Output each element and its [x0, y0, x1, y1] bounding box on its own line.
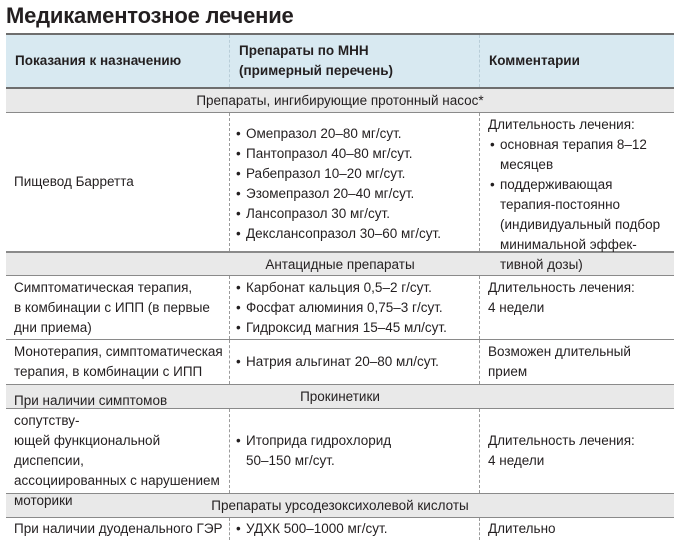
indication-line: ющей функциональной диспепсии, — [14, 433, 161, 468]
section-ppi-title: Препараты, ингибирующие протонный насос* — [6, 89, 674, 113]
drug-item: • Фосфат алюминия 0,75–3 г/сут. — [236, 299, 443, 315]
header-indications: Показания к назначению — [6, 35, 230, 87]
drug-item: • Эзомепразол 20–40 мг/сут. — [236, 186, 415, 201]
header-comments: Комментарии — [489, 53, 580, 68]
comment-bullet: • основная терапия 8–12 месяцев — [490, 137, 647, 172]
treatment-table — [6, 33, 674, 540]
indication-line: дни приема) — [14, 319, 92, 335]
indication-line: ассоциированных с нарушением — [14, 473, 220, 488]
drug-item: • Итоприда гидрохлорид 50–150 мг/сут. — [236, 433, 392, 468]
comment-line: Длительность лечения: — [488, 433, 635, 448]
indication-cell — [6, 340, 230, 384]
comment-bullet: • поддерживающая терапия-постоянно (индивидуальный подбор минимальной эффек-тивной дозы) — [490, 177, 661, 272]
indication-line: При наличии дуоденального ГЭР — [14, 521, 223, 536]
comment-intro: Длительность лечения: — [488, 117, 635, 132]
indication-line: моторики — [14, 493, 73, 508]
indication-line: Пищевод Барретта — [14, 174, 134, 189]
indication-cell — [6, 518, 230, 540]
header-drugs-line2: (примерный перечень) — [239, 63, 394, 78]
header-drugs-line1: Препараты по МНН — [239, 43, 369, 58]
drugs-cell — [230, 409, 480, 493]
section-antacids-title: Антацидные препараты — [6, 252, 674, 276]
section-prokinetics-title: Прокинетики — [6, 385, 674, 409]
comment-cell — [480, 276, 674, 339]
header-drugs — [230, 35, 480, 87]
page-title: Медикаментозное лечение — [6, 3, 294, 28]
drug-item: • Карбонат кальция 0,5–2 г/сут. — [236, 279, 432, 295]
comment-cell — [480, 409, 674, 493]
comment-line: Длительно — [488, 521, 556, 536]
drugs-cell — [230, 518, 480, 540]
table-row — [6, 276, 674, 340]
table-header — [6, 35, 674, 89]
drug-item: • Рабепразол 10–20 мг/сут. — [236, 166, 406, 181]
comment-line: Длительность лечения: — [488, 280, 635, 295]
drug-item: • Лансопразол 30 мг/сут. — [236, 206, 390, 221]
table-row — [6, 340, 674, 385]
indication-cell — [6, 276, 230, 339]
indication-cell — [6, 113, 230, 251]
drug-item: • УДХК 500–1000 мг/сут. — [236, 521, 388, 536]
drug-item: • Гидроксид магния 15–45 мл/сут. — [236, 319, 447, 335]
drug-item: • Натрия альгинат 20–80 мл/сут. — [236, 354, 439, 369]
drug-item: • Пантопразол 40–80 мг/сут. — [236, 146, 413, 161]
drug-item: • Омепразол 20–80 мг/сут. — [236, 126, 402, 141]
indication-line: терапия, в комбинации с ИПП — [14, 364, 203, 379]
drugs-cell — [230, 276, 480, 339]
indication-line: При наличии симптомов сопутству- — [14, 393, 168, 428]
comment-line: 4 недели — [488, 453, 545, 468]
comment-cell — [480, 113, 674, 272]
indication-line: в комбинации с ИПП (в первые — [14, 299, 210, 315]
comment-cell — [480, 340, 674, 384]
comment-line: 4 недели — [488, 300, 545, 315]
table-row — [6, 518, 674, 540]
drugs-cell — [230, 113, 480, 251]
indication-cell — [6, 393, 230, 508]
drug-item: • Декслансопразол 30–60 мг/сут. — [236, 226, 441, 241]
comment-line: Возможен длительный прием — [488, 344, 631, 379]
indication-line: Симптоматическая терапия, — [14, 279, 193, 295]
section-udca-title: Препараты урсодезоксихолевой кислоты — [6, 494, 674, 518]
comment-cell — [480, 518, 674, 540]
drugs-cell — [230, 340, 480, 384]
indication-line: Монотерапия, симптоматическая — [14, 344, 223, 359]
